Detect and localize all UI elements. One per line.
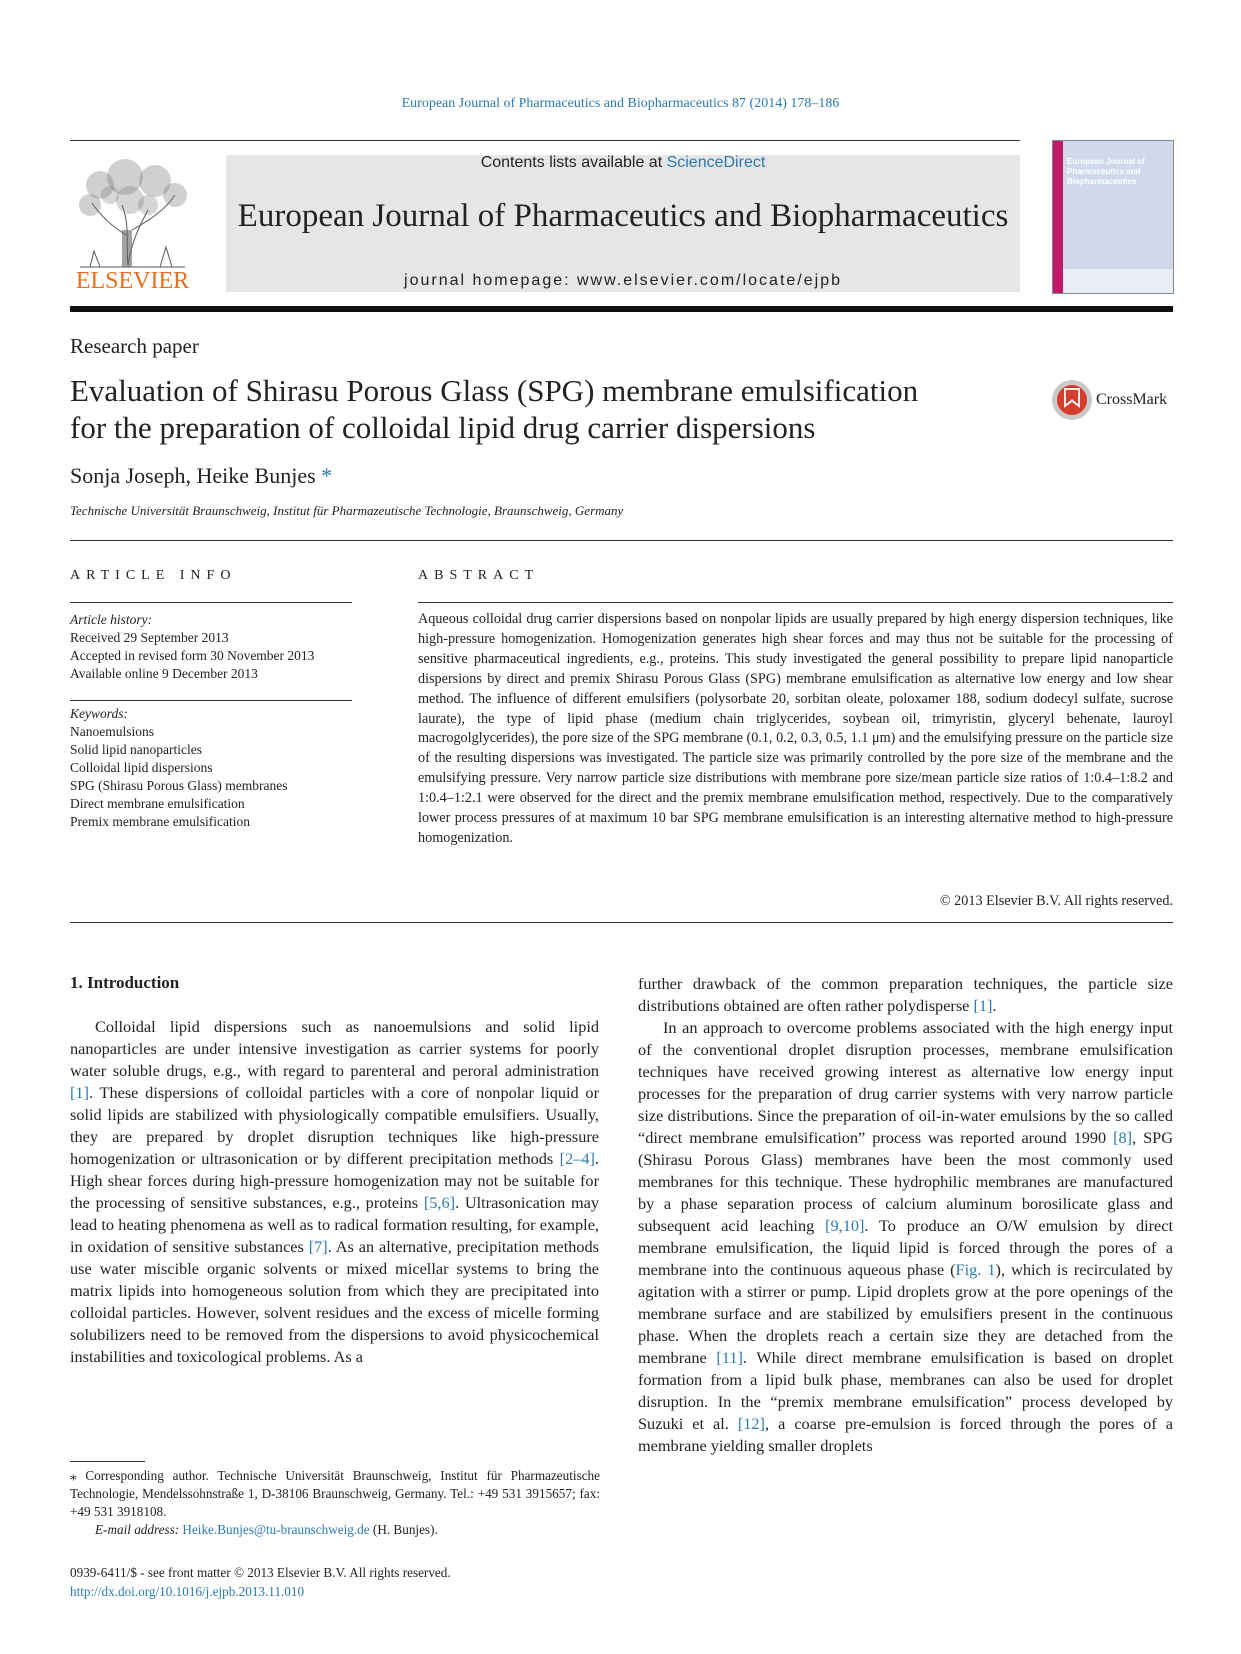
- cover-band: [1063, 269, 1173, 293]
- issn-block: [70, 1563, 451, 1601]
- abstract-copyright: © 2013 Elsevier B.V. All rights reserved.: [939, 893, 1173, 909]
- citation-link[interactable]: [5,6]: [423, 1193, 456, 1212]
- citation-link[interactable]: Fig. 1: [955, 1260, 996, 1279]
- journal-reference[interactable]: European Journal of Pharmaceutics and Biopharmaceutics 87 (2014) 178–186: [401, 96, 840, 111]
- abstract-text: Aqueous colloidal drug carrier dispersions based on nonpolar lipids are usually prepared by high energy dispersion techniques, like high-pressure homogenization. Homogenization generates high shear forces and may thus not be suitable for the processing of sensitive pharmaceutical ingredients, e.g., proteins. This study investigated the general possibility to prepare lipid nanoparticle dispersions by direct and premix Shirasu Porous Glass (SPG) membrane emulsification as alternative low energy and low shear method. The influence of different emulsifiers (polysorbate 20, sorbitan oleate, poloxamer 188, sodium dodecyl sulfate, sucrose laurate), the type of lipid phase (medium chain triglycerides, soybean oil, trimyristin, glyceryl behenate, lauroyl macrogolglycerides), the pore size of the SPG membrane (0.1, 0.2, 0.3, 0.5, 1.1 μm) and the emulsifying pressure on the particle size of the resulting dispersions was investigated. The particle size was primarily controlled by the pore size of the membrane and the emulsifying pressure. Very narrow particle size distributions with membrane pore size/mean particle size ratios of 1:0.4–1:8.2 and 1:0.4–1:2.1 were observed for the direct and the premix membrane emulsification method, respectively. Due to the comparatively lower process pressures of at maximum 10 bar SPG membrane emulsification is an interesting alternative method to high-pressure homogenization.: [418, 611, 1173, 846]
- footnote-mark: ⁎: [70, 1468, 77, 1483]
- header-top-rule: [70, 140, 1020, 141]
- abstract-bottom-rule: [70, 922, 1173, 923]
- body-column-left: [70, 1016, 599, 1368]
- paragraph: [638, 1017, 1173, 1457]
- journal-title: European Journal of Pharmaceutics and Biopharmaceutics: [237, 198, 1009, 234]
- keyword-item: Nanoemulsions: [70, 724, 154, 739]
- citation-link[interactable]: [12]: [737, 1414, 765, 1433]
- online-date: Available online 9 December 2013: [70, 666, 258, 681]
- cover-strip: [1053, 141, 1063, 293]
- citation-link[interactable]: [8]: [1113, 1128, 1133, 1147]
- citation-link[interactable]: [1]: [70, 1083, 89, 1102]
- received-date: Received 29 September 2013: [70, 630, 229, 645]
- sciencedirect-link[interactable]: ScienceDirect: [666, 154, 766, 171]
- email-link[interactable]: Heike.Bunjes@tu-braunschweig.de: [182, 1522, 370, 1537]
- body-text: , a coarse pre-emulsion is forced through the pores of a membrane yielding smaller droplets: [638, 1414, 1173, 1455]
- body-text: , SPG (Shirasu Porous Glass) membranes have been the most commonly used membranes for this technique. These hydrophilic membranes are manufactured by a phase separation process of calcium aluminum borosilicate glass and subsequent acid leaching: [638, 1128, 1173, 1235]
- body-text: . These dispersions of colloidal particles with a core of nonpolar liquid or solid lipids are stabilized with physiologically compatible emulsifiers. Usually, they are prepared by droplet disruption techniques like high-pressure homogenization or ultrasonication or by different precipitation methods: [70, 1083, 599, 1168]
- issn-line: 0939-6411/$ - see front matter © 2013 Elsevier B.V. All rights reserved.: [70, 1565, 451, 1580]
- paragraph: [638, 973, 1173, 1017]
- body-text: Colloidal lipid dispersions such as nanoemulsions and solid lipid nanoparticles are under intensive investigation as carrier systems for poorly water soluble drugs, e.g., with regard to parenteral and peroral administration: [70, 1017, 599, 1080]
- footnote-text: [70, 1467, 600, 1521]
- citation-link[interactable]: [1]: [973, 996, 993, 1015]
- keywords: [70, 705, 352, 831]
- body-text: . To produce an O/W emulsion by direct membrane emulsification, the liquid lipid is forced through the pores of a membrane into the continuous aqueous phase (: [638, 1216, 1174, 1279]
- journal-cover-thumbnail[interactable]: [1052, 140, 1174, 294]
- article-type: Research paper: [70, 334, 199, 358]
- cover-title: European Journal of Pharmaceutics and Biopharmaceutics: [1067, 157, 1145, 186]
- doi-link[interactable]: http://dx.doi.org/10.1016/j.ejpb.2013.11.010: [70, 1584, 305, 1599]
- title-line-1: Evaluation of Shirasu Porous Glass (SPG) membrane emulsification: [70, 373, 919, 408]
- body-column-right: [638, 973, 1173, 1457]
- keyword-item: Colloidal lipid dispersions: [70, 760, 213, 775]
- keyword-item: Premix membrane emulsification: [70, 814, 250, 829]
- author-names: Sonja Joseph, Heike Bunjes: [70, 463, 316, 488]
- body-text: further drawback of the common preparation techniques, the particle size distributions obtained are often rather polydisperse: [638, 974, 1173, 1015]
- keyword-item: Direct membrane emulsification: [70, 796, 245, 811]
- email-label: E-mail address:: [95, 1522, 183, 1537]
- body-text: . As an alternative, precipitation methods use water miscible organic solvents or mixed micellar systems to bring the matrix lipids into homogeneous solution from which they are precipitated into colloidal particles. However, solvent residues and the excess of micelle forming solubilizers need to be removed from the dispersions to avoid physicochemical instabilities and toxicological problems. As a: [70, 1237, 599, 1366]
- header-thick-rule: [70, 306, 1173, 312]
- keyword-item: SPG (Shirasu Porous Glass) membranes: [70, 778, 288, 793]
- abstract-heading: ABSTRACT: [418, 568, 540, 583]
- body-text: . High shear forces during high-pressure homogenization may not be suitable for the processing of sensitive substances, e.g., proteins: [70, 1149, 599, 1212]
- body-text: .: [992, 996, 997, 1015]
- body-text: ), which is recirculated by agitation with a stirrer or pump. Lipid droplets grow at the pore openings of the membrane surface and are stabilized by emulsifiers present in the continuous phase. When the droplets reach a certain size they are detached from the membrane: [638, 1260, 1173, 1367]
- history-label: Article history:: [70, 612, 153, 627]
- keywords-rule: [70, 700, 352, 701]
- article-history: [70, 611, 352, 683]
- body-text: In an approach to overcome problems associated with the high energy input of the conventional droplet disruption processes, membrane emulsification techniques have received growing interest as alternative low energy input processes for the preparation of drug carrier systems with very narrow particle size distributions. Since the preparation of oil-in-water emulsions by the so called “direct membrane emulsification” process was reported around 1990: [638, 1018, 1173, 1147]
- affiliation: Technische Universität Braunschweig, Institut für Pharmazeutische Technologie, Braunschweig, Germany: [70, 503, 624, 518]
- authors: [70, 463, 332, 489]
- footnote-rule: [70, 1461, 145, 1462]
- footnote: [70, 1467, 600, 1539]
- section-heading: 1. Introduction: [70, 973, 180, 992]
- citation-link[interactable]: [9,10]: [825, 1216, 865, 1235]
- paragraph: [70, 1016, 599, 1368]
- affiliation-rule: [70, 540, 1173, 541]
- accepted-date: Accepted in revised form 30 November 2013: [70, 648, 315, 663]
- body-text: . Ultrasonication may lead to heating phenomena as well as to radical formation resulting, for example, in oxidation of sensitive substances: [70, 1193, 599, 1256]
- footnote-body: Corresponding author. Technische Universität Braunschweig, Institut für Pharmazeutische Technologie, Mendelssohnstraße 1, D-38106 Braunschweig, Germany. Tel.: +49 531 3915657; fax: +49 531 3918108.: [70, 1468, 600, 1519]
- article-info-heading: ARTICLE INFO: [70, 568, 237, 583]
- contents-prefix: Contents lists available at: [480, 154, 667, 171]
- corresponding-author-mark[interactable]: *: [321, 463, 333, 488]
- crossmark-label[interactable]: CrossMark: [1096, 391, 1168, 408]
- citation-link[interactable]: [7]: [308, 1237, 328, 1256]
- contents-line: [226, 154, 1020, 172]
- citation-link[interactable]: [2–4]: [559, 1149, 595, 1168]
- elsevier-wordmark: ELSEVIER: [75, 268, 190, 294]
- journal-homepage[interactable]: journal homepage: www.elsevier.com/locate/ejpb: [404, 272, 842, 289]
- abstract-rule: [418, 602, 1173, 603]
- email-suffix: (H. Bunjes).: [369, 1522, 438, 1537]
- body-text: . While direct membrane emulsification is based on droplet formation from a lipid bulk phase, membranes can also be used for droplet disruption. In the “premix membrane emulsification” process developed by Suzuki et al.: [638, 1348, 1173, 1433]
- article-title: [70, 372, 1010, 446]
- title-line-2: for the preparation of colloidal lipid drug carrier dispersions: [70, 410, 816, 445]
- keywords-label: Keywords:: [70, 706, 128, 721]
- footnote-email-line: [70, 1521, 600, 1539]
- citation-link[interactable]: [11]: [716, 1348, 743, 1367]
- keyword-item: Solid lipid nanoparticles: [70, 742, 202, 757]
- article-info-rule: [70, 602, 352, 603]
